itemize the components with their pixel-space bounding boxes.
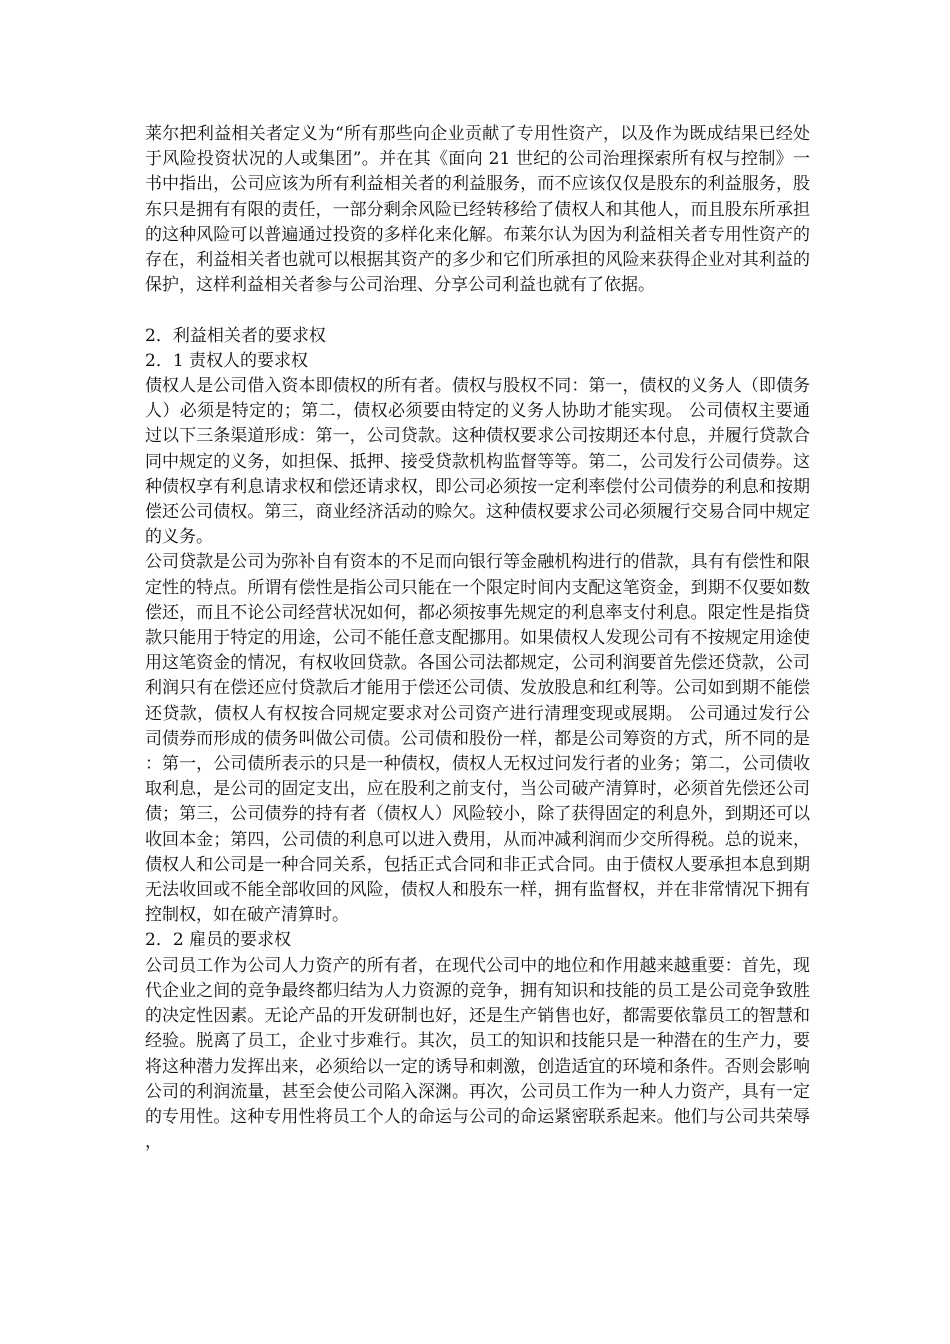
company-loans-paragraph: 公司贷款是公司为弥补自有资本的不足而向银行等金融机构进行的借款，具有有偿性和限定性的特点。所谓有偿性是指公司只能在一个限定时间内支配这笔资金，到期不仅要如数偿还，而且不论公司经营状况如何，都必须按事先规定的利息率支付利息。限定性是指贷款只能用于特定的用途，公司不能任意支配挪用。如果债权人发现公司有不按规定用途使用这笔资金的情况，有权收回贷款。各国公司法都规定，公司利润要首先偿还贷款，公司利润只有在偿还应付贷款后才能用于偿还公司债、发放股息和红利等。公司如到期不能偿还贷款，债权人有权按合同规定要求对公司资产进行清理变现或展期。 公司通过发行公司债券而形成的债务叫做公司债。公司债和股份一样，都是公司筹资的方式，所不同的是：第一，公司债所表示的只是一种债权，债权人无权过问发行者的业务；第二，公司债收取利息，是公司的固定支出，应在股利之前支付，当公司破产清算时，必须首先偿还公司债；第三，公司债券的持有者（债权人）风险较小，除了获得固定的利息外，到期还可以收回本金；第四，公司债的利息可以进入费用，从而冲减利润而少交所得税。总的说来，债权人和公司是一种合同关系，包括正式合同和非正式合同。由于债权人要承担本息到期无法收回或不能全部收回的风险，债权人和股东一样，拥有监督权，并在非常情况下拥有控制权，如在破产清算时。 — [145, 552, 810, 926]
blank-line — [145, 298, 810, 323]
creditor-rights-paragraph: 债权人是公司借入资本即债权的所有者。债权与股权不同：第一，债权的义务人（即债务人）必须是特定的；第二，债权必须要由特定的义务人协助才能实现。 公司债权主要通过以下三条渠道形成：第一，公司贷款。这种债权要求公司按期还本付息，并履行贷款合同中规定的义务，如担保、抵押、接受贷款机构监督等等。第二，公司发行公司债券。这种债权享有利息请求权和偿还请求权，即公司必须按一定利率偿付公司债券的利息和按期偿还公司债权。第三，商业经济活动的赊欠。这种债权要求公司必须履行交易合同中规定的义务。 — [145, 376, 810, 548]
subsection-heading-creditors: 2．1 责权人的要求权 — [145, 350, 309, 371]
document-page — [145, 122, 810, 1155]
employee-rights-paragraph: 公司员工作为公司人力资产的所有者，在现代公司中的地位和作用越来越重要：首先，现代企业之间的竞争最终都归结为人力资源的竞争，拥有知识和技能的员工是公司竞争致胜的决定性因素。无论产品的开发研制也好，还是生产销售也好，都需要依靠员工的智慧和经验。脱离了员工，企业寸步难行。其次，员工的知识和技能只是一种潜在的生产力，要将这种潜力发挥出来，必须给以一定的诱导和刺激，创造适宜的环境和条件。否则会影响公司的利润流量，甚至会使公司陷入深渊。再次，公司员工作为一种人力资产，具有一定的专用性。这种专用性将员工个人的命运与公司的命运紧密联系起来。他们与公司共荣辱， — [145, 955, 810, 1153]
section-heading: 2．利益相关者的要求权 — [145, 325, 326, 346]
subsection-heading-employees: 2．2 雇员的要求权 — [145, 930, 292, 951]
intro-paragraph: 莱尔把利益相关者定义为“所有那些向企业贡献了专用性资产，以及作为既成结果已经处于风险投资状况的人或集团”。并在其《面向 21 世纪的公司治理探索所有权与控制》一书中指出，公司应该为所有利益相关者的利益服务，而不应该仅仅是股东的利益服务，股东只是拥有有限的责任，一部分剩余风险已经转移给了债权人和其他人，而且股东所承担的这种风险可以普遍通过投资的多样化来化解。布莱尔认为因为利益相关者专用性资产的存在，利益相关者也就可以根据其资产的多少和它们所承担的风险来获得企业对其利益的保护，这样利益相关者参与公司治理、分享公司利益也就有了依据。 — [145, 124, 810, 296]
